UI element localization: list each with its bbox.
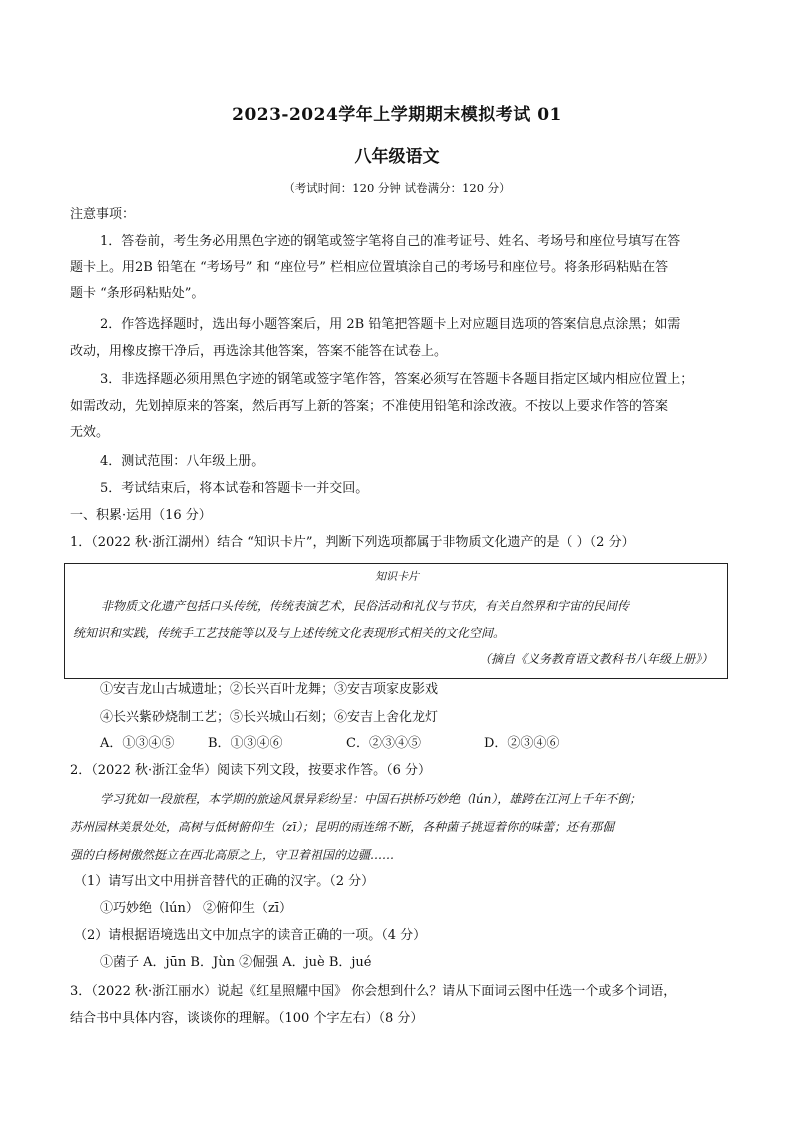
- section-heading: 一、积累·运用（16 分）: [70, 508, 212, 523]
- question-1-items: ①安吉龙山古城遗址；②长兴百叶龙舞；③安吉项家皮影戏: [100, 682, 439, 697]
- note-line: 1．答卷前，考生务必用黑色字迹的钢笔或签字笔将自己的准考证号、姓名、考场号和座位号填写在答: [100, 234, 681, 249]
- exam-subtitle: 八年级语文: [354, 147, 440, 167]
- question-2-sub2: （2）请根据语境选出文中加点字的读音正确的一项。（4 分）: [74, 928, 427, 943]
- passage-line: 苏州园林美景处处，高树与低树俯仰生（zī）；昆明的雨连绵不断，各种菌子挑逗着你的味蕾；还有那倔: [70, 820, 615, 834]
- option-a: A．①③④⑤: [100, 736, 175, 751]
- option-d: D．②③④⑥: [484, 736, 560, 751]
- question-1-options: [100, 731, 559, 757]
- exam-title: 2023-2024学年上学期期末模拟考试 01: [232, 105, 562, 125]
- passage-line: 强的白杨树傲然挺立在西北高原之上，守卫着祖国的边疆……: [70, 848, 395, 862]
- note-line: 2．作答选择题时，选出每小题答案后，用 2B 铅笔把答题卡上对应题目选项的答案信息点涂黑；如需: [100, 317, 681, 332]
- question-1-stem: 1．（2022 秋·浙江湖州）结合 “知识卡片”，判断下列选项都属于非物质文化遗产的是（ ）（2 分）: [70, 535, 635, 550]
- option-c: C．②③④⑤: [346, 736, 421, 751]
- option-b: B．①③④⑥: [208, 736, 283, 751]
- card-text-line: 统知识和实践，传统手工艺技能等以及与上述传统文化表现形式相关的文化空间。: [73, 626, 506, 640]
- knowledge-card: [64, 563, 728, 679]
- question-3-line: 结合书中具体内容，谈谈你的理解。（100 个字左右）（8 分）: [70, 1011, 424, 1026]
- note-line: 5．考试结束后，将本试卷和答题卡一并交回。: [100, 481, 369, 496]
- question-3-line: 3．（2022 秋·浙江丽水）说起《红星照耀中国》 你会想到什么？请从下面词云图中任选一个或多个词语，: [70, 984, 677, 999]
- note-line: 无效。: [70, 425, 110, 440]
- card-title: 知识卡片: [375, 570, 419, 583]
- note-line: 题卡上。用2B 铅笔在 “考场号” 和 “座位号” 栏相应位置填涂自己的考场号和座位号。将条形码粘贴在答: [70, 260, 669, 275]
- question-2-stem: 2．（2022 秋·浙江金华）阅读下列文段，按要求作答。（6 分）: [70, 763, 432, 778]
- exam-time-note: （考试时间：120 分钟 试卷满分：120 分）: [283, 181, 511, 195]
- note-line: 3．非选择题必须用黑色字迹的钢笔或签字笔作答，答案必须写在答题卡各题目指定区域内相应位置上；: [100, 372, 694, 387]
- note-line: 4．测试范围：八年级上册。: [100, 454, 265, 469]
- question-2-sub2-items: ①菌子 A．jūn B．Jùn ②倔强 A．juè B．jué: [100, 955, 372, 970]
- note-line: 改动，用橡皮擦干净后，再选涂其他答案，答案不能答在试卷上。: [70, 344, 448, 359]
- question-2-sub1-items: ①巧妙绝（lún） ②俯仰生（zī）: [100, 901, 293, 916]
- card-source: （摘自《义务教育语文教科书八年级上册》）: [478, 652, 713, 666]
- question-2-sub1: （1）请写出文中用拼音替代的正确的汉字。（2 分）: [74, 874, 375, 889]
- passage-line: 学习犹如一段旅程，本学期的旅途风景异彩纷呈：中国石拱桥巧妙绝（lún），雄跨在江河上千年不倒；: [100, 792, 642, 806]
- note-line: 题卡 “条形码粘贴处”。: [70, 286, 205, 301]
- notes-heading: 注意事项：: [70, 207, 136, 222]
- note-line: 如需改动，先划掉原来的答案，然后再写上新的答案；不准使用铅笔和涂改液。不按以上要求作答的答案: [70, 399, 669, 414]
- card-text-line: 非物质文化遗产包括口头传统，传统表演艺术，民俗活动和礼仪与节庆，有关自然界和宇宙的民间传: [101, 599, 630, 613]
- question-1-items: ④长兴紫砂烧制工艺；⑤长兴城山石刻；⑥安吉上舍化龙灯: [100, 710, 439, 725]
